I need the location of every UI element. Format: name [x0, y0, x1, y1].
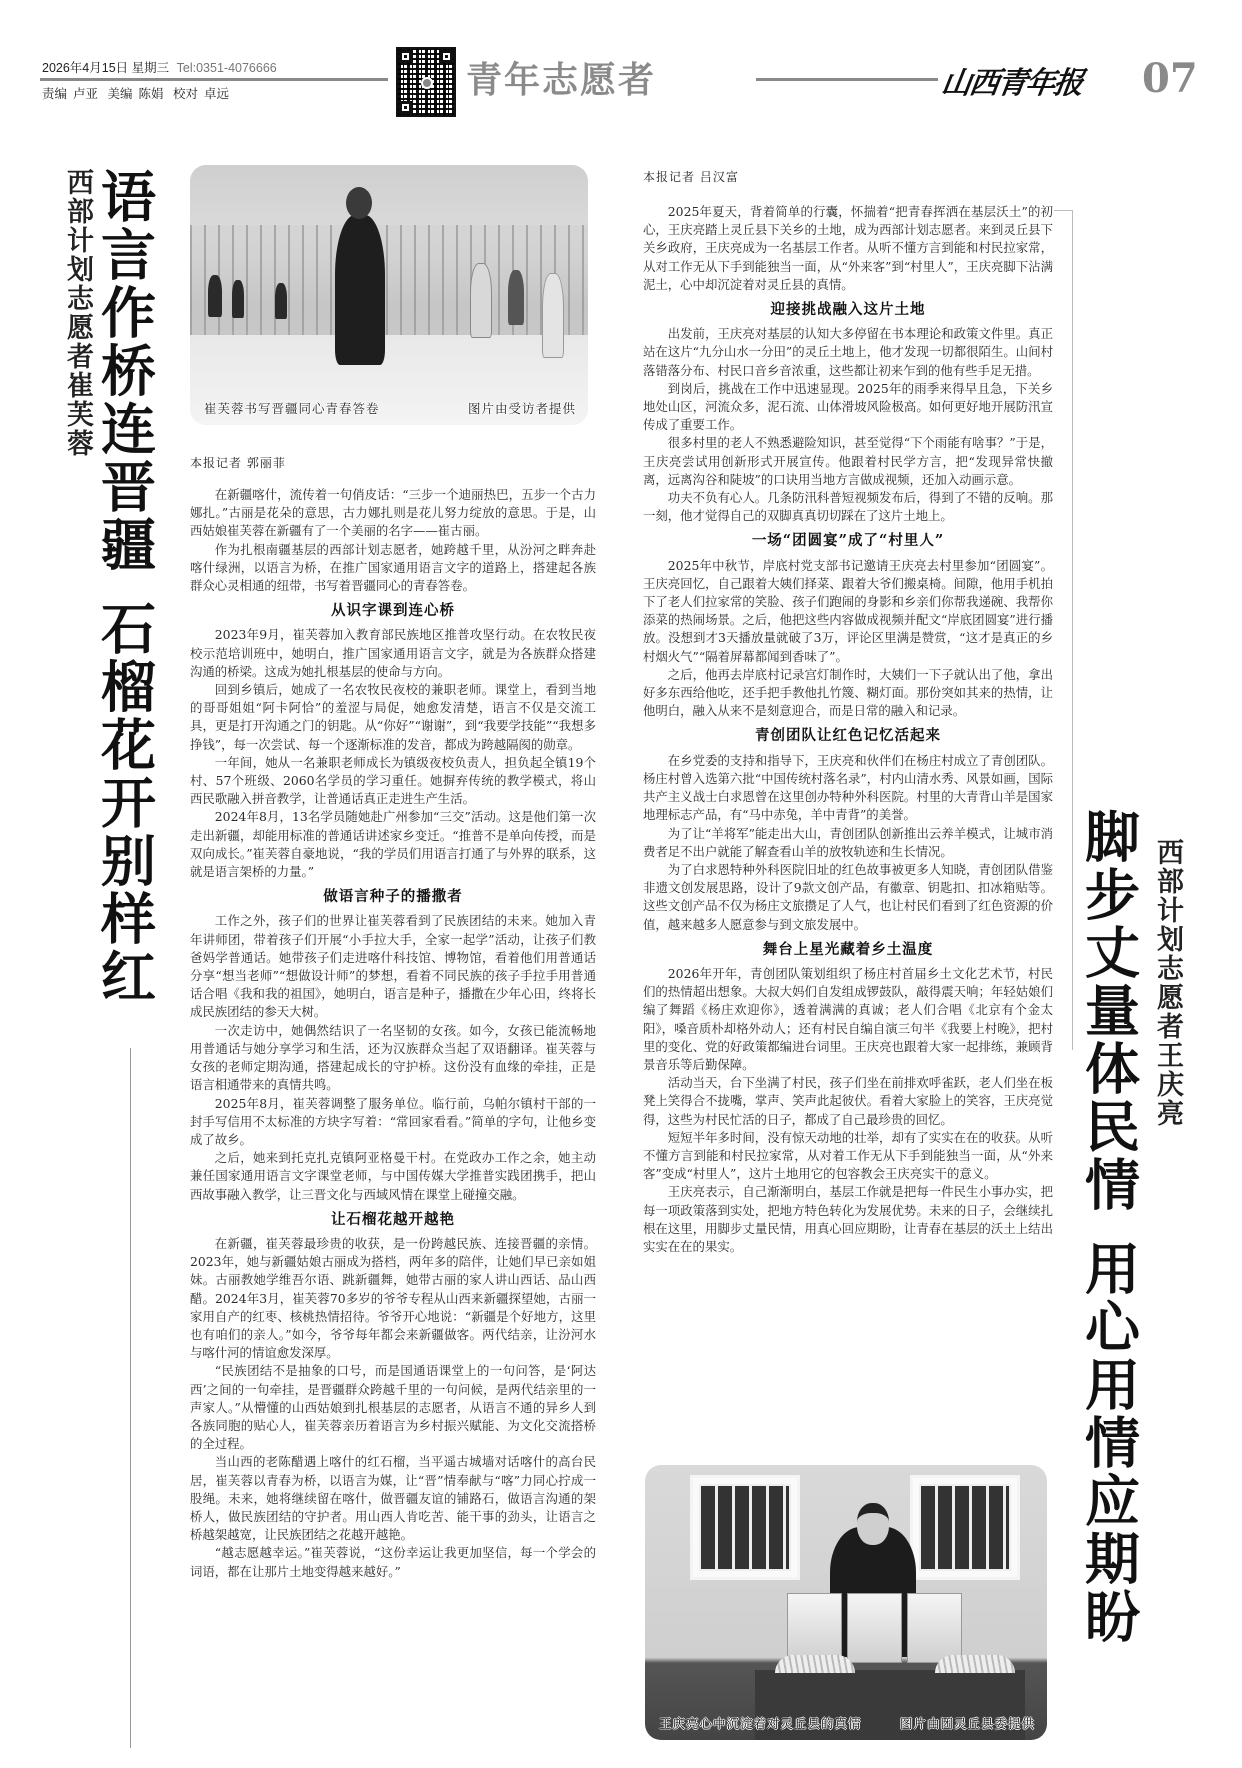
photo-main-subject — [335, 215, 385, 365]
body-paragraph: 到岗后，挑战在工作中迅速显现。2025年的雨季来得早且急，下关乡地处山区，河流众多，泥石流、山体滑坡风险极高。如何更好地开展防汛宣传成了重要工作。 — [643, 380, 1053, 433]
right-story-body — [643, 203, 1053, 1256]
photo-caption: 崔芙蓉书写晋疆同心青春答卷 — [204, 401, 380, 416]
subheading: 让石榴花越开越艳 — [331, 1210, 455, 1228]
body-paragraph: 之后，她来到托克扎克镇阿亚格曼干村。在党政办工作之余，她主动兼任国家通用语言文字课堂老师，与中国传媒大学推普实践团携手，把山西故事融入教学，让三晋文化与西域风情在课堂上碰撞交融。 — [190, 1150, 596, 1202]
body-paragraph: 一次走访中，她偶然结识了一名坚韧的女孩。如今，女孩已能流畅地用普通话与她分享学习和生活，还为汉族群众当起了双语翻译。崔芙蓉与女孩的老师定期沟通，搭建起成长的守护桥。这份没有血缘的牵挂，正是语言相通带来的真情共鸣。 — [190, 1022, 596, 1093]
photo-person — [508, 270, 524, 325]
body-paragraph: 工作之外，孩子们的世界让崔芙蓉看到了民族团结的未来。她加入青年讲师团，带着孩子们开展“小手拉大手，全家一起学”活动，让孩子们教爸妈学普通话。她带孩子们走进喀什科技馆、博物馆，看着他们用普通话分享“想当老师”“想做设计师”的梦想，看着不同民族的孩子手拉手用普通话合唱《我和我的祖国》，她明白，语言是种子，播撒在少年心田，终将长成民族团结的参天大树。 — [190, 913, 596, 1020]
qr-finder-icon — [399, 101, 412, 114]
photo-credit: 图片由受访者提供 — [467, 401, 576, 416]
body-paragraph: 当山西的老陈醋遇上喀什的红石榴，当平遥古城墙对话喀什的高台民居，崔芙蓉以青春为桥，以语言为媒，让“晋”情奉献与“喀”力同心拧成一股绳。未来，她将继续留在喀什，做晋疆友谊的铺路石，做语言沟通的架桥人，做民族团结的守护者。用山西人肯吃苦、能干事的劲头，让语言之桥越架越宽，让民族团结之花越开越艳。 — [190, 1454, 596, 1543]
body-paragraph: “越志愿越幸运。”崔芙蓉说，“这份幸运让我更加坚信，每一个学会的词语，都在让那片土地变得越来越好。” — [190, 1545, 596, 1579]
body-paragraph: 短短半年多时间，没有惊天动地的壮举，却有了实实在在的收获。从听不懂方言到能和村民拉家常，从对着工作无从下手到能独当一面，从“外来客”变成“村里人”，这片土地用它的包容教会王庆亮实干的意义。 — [643, 1129, 1053, 1182]
headline-part-2: 用心用情应期盼 — [1076, 1240, 1140, 1646]
photo-person — [542, 273, 564, 358]
page-number: 07 — [1142, 55, 1198, 102]
photo-folding-fan — [935, 1655, 1015, 1673]
staff-name: 陈娟 — [138, 87, 164, 101]
issue-date: 2026年4月15日 — [42, 61, 129, 75]
subheading: 迎接挑战融入这片土地 — [770, 301, 926, 319]
photo-credit: 图片由团灵丘县委提供 — [899, 1716, 1035, 1731]
body-paragraph: 功夫不负有心人。几条防汛科普短视频发布后，得到了不错的反响。那一刻，他才觉得自己的双脚真真切切踩在了这片土地上。 — [643, 490, 1053, 524]
photo-product-bag — [847, 1593, 902, 1663]
body-paragraph: 出发前，王庆亮对基层的认知大多停留在书本理论和政策文件里。真正站在这片“九分山水一分田”的灵丘土地上，他才发现一切都很陌生。山间村落错落分布、村民口音乡音浓重，这些都让初来乍到的他有些手足无措。 — [643, 326, 1053, 378]
photo-person — [232, 280, 244, 318]
issue-weekday: 星期三 — [131, 61, 170, 75]
body-paragraph: “民族团结不是抽象的口号，而是国通语课堂上的一句问答，是‘阿达西’之间的一句牵挂，是晋疆群众跨越千里的一句问候，是两代结亲里的一声家人。”从懵懂的山西姑娘到扎根基层的志愿者，从语言不通的异乡人到各族同胞的贴心人，崔芙蓉亲历着语言为乡村振兴赋能、为文化交流搭桥的全过程。 — [190, 1363, 596, 1452]
body-paragraph: 一年间，她从一名兼职老师成长为镇级夜校负责人，担负起全镇19个村、57个班级、2060名学员的学习重任。她摒弃传统的教学模式，将山西民歌融入拼音教学，让普通话真正走进生产生活。 — [190, 754, 596, 807]
body-paragraph: 活动当天，台下坐满了村民，孩子们坐在前排欢呼雀跃，老人们坐在板凳上笑得合不拢嘴，掌声、笑声此起彼伏。看着大家脸上的笑容，王庆亮觉得，这些为村民忙活的日子，都成了自己最珍贵的回忆。 — [643, 1075, 1053, 1127]
staff-name: 卓远 — [204, 87, 230, 101]
column-divider — [130, 1048, 131, 1748]
body-paragraph: 2025年中秋节，岸底村党支部书记邀请王庆亮去村里参加“团圆宴”。王庆亮回忆，自己跟着大姨们择菜、跟着大爷们搬桌椅。间隙，他用手机拍下了老人们拉家常的笑脸、孩子们跑闹的身影和乡亲们你帮我递碗、我帮你添菜的热闹场景。之后，他把这些内容做成视频并配文“岸底团圆宴”进行播放。没想到才3天播放量就破了3万，评论区里满是赞赏，“这才是真正的乡村烟火气”“隔着屏幕都闻到香味了”。 — [643, 557, 1053, 664]
photo-window — [690, 1475, 800, 1580]
subheading: 做语言种子的播撒者 — [323, 888, 463, 906]
newspaper-logo: 山西青年报 — [939, 66, 1084, 101]
qr-logo-icon — [421, 77, 433, 89]
photo-main-subject-head — [346, 187, 372, 219]
staff-role: 校对 — [173, 87, 199, 101]
qr-finder-icon — [440, 50, 453, 63]
photo-person — [208, 275, 222, 317]
photo-person — [470, 263, 492, 338]
lead-paragraph: 作为扎根南疆基层的西部计划志愿者，她跨越千里，从汾河之畔奔赴喀什绿洲，以语言为桥，在推广国家通用语言文字的道路上，搭建起各族群众心灵相通的纽带，书写着晋疆同心的青春答卷。 — [190, 541, 596, 594]
photo-main-subject-head — [857, 1503, 889, 1545]
photo-product-bag — [787, 1593, 842, 1663]
lead-paragraph: 2025年夏天，背着简单的行囊，怀揣着“把青春挥洒在基层沃土”的初心，王庆亮踏上灵丘县下关乡的土地，成为西部计划志愿者。来到灵丘县下关乡政府，王庆亮成为一名基层工作者。从听不懂方言到能和村民拉家常，从对工作无从下手到能独当一面，从“外来客”到“村里人”，王庆亮脚下沾满泥土，心中却沉淀着对灵丘县的真情。 — [643, 204, 1053, 292]
section-title: 青年志愿者 — [466, 59, 657, 101]
staff-role: 美编 — [107, 87, 133, 101]
left-story-body — [190, 486, 596, 1581]
body-paragraph: 2025年8月，崔芙蓉调整了服务单位。临行前，乌帕尔镇村干部的一封手写信用不太标准的方块字写着：“常回家看看。”简单的字句，让他乡变成了故乡。 — [190, 1095, 596, 1147]
photo-person — [275, 283, 287, 319]
subheading: 一场“团圆宴”成了“村里人” — [751, 532, 945, 550]
qr-finder-icon — [399, 50, 412, 63]
body-paragraph: 回到乡镇后，她成了一名农牧民夜校的兼职老师。课堂上，看到当地的哥哥姐姐“阿卡阿恰”的羞涩与局促，她愈发清楚，语言不仅是交流工具，更是打开沟通之门的钥匙。从“你好”“谢谢”，到“我要学技能”“我想多挣钱”，每一次尝试、每一个逐渐标准的发音，都成为跨越隔阂的勋章。 — [190, 682, 596, 752]
right-story-kicker: 西部计划志愿者王庆亮 — [1152, 838, 1183, 1128]
masthead-rule-left — [40, 78, 388, 81]
right-story-headline — [1076, 808, 1140, 1646]
photo-caption: 王庆亮心中沉淀着对灵丘县的真情 — [659, 1716, 862, 1731]
right-story-photo — [645, 1465, 1047, 1740]
left-story-photo — [190, 165, 588, 425]
staff-role: 责编 — [42, 87, 68, 101]
lead-paragraph: 在新疆喀什，流传着一句俏皮话：“三步一个迪丽热巴，五步一个古力娜扎。”古丽是花朵的意思，古力娜扎则是花儿努力绽放的意思。于是，山西姑娘崔芙蓉在新疆有了一个美丽的名字——崔古丽。 — [190, 487, 596, 539]
headline-part-1: 脚步丈量体民情 — [1076, 808, 1140, 1214]
right-story-byline: 本报记者 吕汉富 — [643, 170, 739, 184]
body-paragraph: 为了让“羊将军”能走出大山，青创团队创新推出云养羊模式，让城市消费者足不出户就能了解查看山羊的放牧轨迹和生长情况。 — [643, 825, 1053, 859]
masthead — [0, 0, 1242, 130]
column-divider — [1072, 210, 1073, 1050]
staff-credits — [42, 84, 235, 102]
masthead-rule-right — [756, 78, 938, 81]
body-paragraph: 2024年8月，13名学员随她赴广州参加“三交”活动。这是他们第一次走出新疆，却能用标准的普通话讲述家乡变迁。“推普不是单向传授，而是双向成长。”崔芙蓉自豪地说，“我的学员们用语言打通了与外界的联系，这就是语言架桥的力量。” — [190, 809, 596, 880]
photo-trees — [190, 225, 588, 335]
left-story-headline — [92, 168, 156, 1006]
photo-folding-fan — [775, 1655, 855, 1673]
body-paragraph: 很多村里的老人不熟悉避险知识，甚至觉得“下个雨能有啥事？”于是，王庆亮尝试用创新形式开展宣传。他跟着村民学方言，把“发现异常快撤离，远离沟谷和陡坡”的口诀用当地方言做成视频，还加入动画示意。 — [643, 435, 1053, 487]
body-paragraph: 之后，他再去岸底村记录宫灯制作时，大姨们一下子就认出了他，拿出好多东西给他吃，还手把手教他扎竹篾、糊灯面。那份突如其来的热情，让他明白，融入从来不是刻意迎合，而是日常的融入和记录。 — [643, 666, 1053, 719]
subheading: 从识字课到连心桥 — [331, 602, 455, 620]
body-paragraph: 在新疆，崔芙蓉最珍贵的收获，是一份跨越民族、连接晋疆的亲情。2023年，她与新疆姑娘古丽成为搭档，两年多的陪伴，让她们早已亲如姐妹。古丽教她学维吾尔语、跳新疆舞，她带古丽的家人讲山西话、品山西醋。2024年3月，崔芙蓉70多岁的爷爷专程从山西来新疆探望她，古丽一家用自产的红枣、核桃热情招待。爷爷开心地说：“新疆是个好地方，这里也有咱们的亲人。”如今，爷爷每年都会来新疆做客。两代结亲，让汾河水与喀什河的情谊愈发深厚。 — [190, 1235, 596, 1361]
body-paragraph: 在乡党委的支持和指导下，王庆亮和伙伴们在杨庄村成立了青创团队。杨庄村曾入选第六批“中国传统村落名录”，村内山清水秀、风景如画，国际共产主义战士白求恩曾在这里创办特种外科医院。村里的大青背山羊是国家地理标志产品，有“马中赤兔，羊中青背”的美誉。 — [643, 752, 1053, 823]
staff-name: 卢亚 — [73, 87, 99, 101]
column-divider — [1054, 210, 1072, 211]
issue-date-line — [42, 58, 277, 76]
qr-code-icon[interactable] — [396, 47, 456, 117]
body-paragraph: 2026年开年，青创团队策划组织了杨庄村首届乡土文化艺术节，村民们的热情超出想象。大叔大妈们自发组成锣鼓队，敲得震天响；年轻姑娘们编了舞蹈《杨庄欢迎你》，透着满满的真诚；老人们合唱《北京有个金太阳》，嗓音质朴却格外动人；还有村民自编自演三句半《我要上村晚》，把村里的变化、党的好政策都编进台词里。王庆亮也跟着大家一起排练，兼顾背景音乐等后勤保障。 — [643, 965, 1053, 1072]
left-story-kicker: 西部计划志愿者崔芙蓉 — [62, 168, 93, 458]
body-paragraph: 为了白求恩特种外科医院旧址的红色故事被更多人知晓，青创团队借鉴非遗文创发展思路，设计了9款文创产品，有徽章、钥匙扣、扣冰箱贴等。这些文创产品不仅为杨庄文旅攒足了人气，也让村民们看到了红色资源的价值，越来越多人愿意参与到文旅发展中。 — [643, 861, 1053, 932]
subheading: 青创团队让红色记忆活起来 — [755, 727, 941, 745]
body-paragraph: 2023年9月，崔芙蓉加入教育部民族地区推普攻坚行动。在农牧民夜校示范培训班中，她明白，推广国家通用语言文字，就是为各族群众搭建沟通的桥梁。这成为她扎根基层的使命与方向。 — [190, 627, 596, 679]
left-story-byline: 本报记者 郭丽菲 — [190, 456, 286, 470]
body-paragraph: 王庆亮表示，自己渐渐明白，基层工作就是把每一件民生小事办实，把每一项政策落到实处，把地方特色转化为发展优势。未来的日子，会继续扎根在这里，用脚步丈量民情，用真心回应期盼，让青春在基层的沃土上结出实实在在的果实。 — [643, 1184, 1053, 1254]
subheading: 舞台上星光藏着乡土温度 — [762, 940, 934, 958]
photo-window — [910, 1475, 1020, 1580]
headline-part-2: 石榴花开别样红 — [92, 600, 156, 1006]
photo-product-bag — [907, 1593, 962, 1663]
phone-number: Tel:0351-4076666 — [176, 61, 277, 75]
headline-part-1: 语言作桥连晋疆 — [92, 168, 156, 574]
